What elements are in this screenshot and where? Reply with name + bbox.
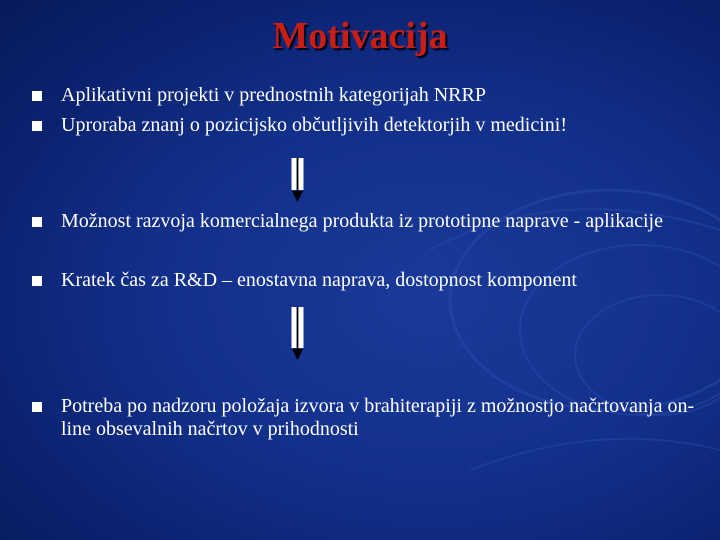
bullet-text: Kratek čas za R&D – enostavna naprava, dostopnost komponent <box>61 269 577 291</box>
bullet-text: Uproraba znanj o pozicijsko občutljivih detektorjih v medicini! <box>61 114 567 136</box>
bullet-text: Potreba po nadzoru položaja izvora v brahiterapiji z možnostjo načrtovanja on-line obsevalnih načrtov v prihodnosti <box>61 395 695 440</box>
bullet-marker-icon <box>32 402 42 412</box>
down-arrow-icon <box>290 306 306 362</box>
bullet-text: Možnost razvoja komercialnega produkta iz prototipne naprave - aplikacije <box>61 210 663 232</box>
bullet-marker-icon <box>32 121 42 131</box>
bullet-marker-icon <box>32 217 42 227</box>
slide-title: Motivacija <box>272 15 448 57</box>
bullet-marker-icon <box>32 276 42 286</box>
bullet-marker-icon <box>32 91 42 101</box>
down-arrow-icon <box>290 157 306 203</box>
bullet-text: Aplikativni projekti v prednostnih kategorijah NRRP <box>61 84 486 106</box>
